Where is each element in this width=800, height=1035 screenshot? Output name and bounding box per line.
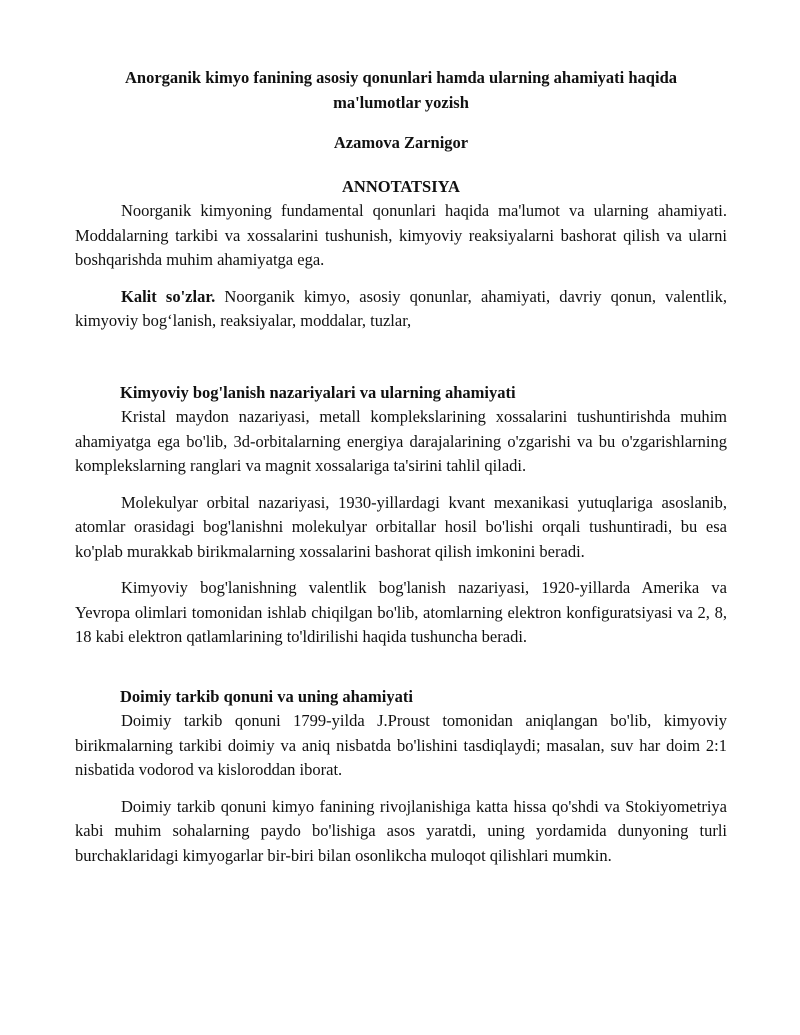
keywords-label: Kalit so'zlar. bbox=[121, 286, 216, 306]
section-composition-paragraph-2: Doimiy tarkib qonuni kimyo fanining rivojlanishiga katta hissa qo'shdi va Stokiyometriya kabi muhim sohalarning paydo bo'lishiga asos yaratdi, uning yordamida dunyoning turli burchaklaridagi kimyogarlar bir-biri bilan osonlikcha muloqot qilishlari mumkin. bbox=[75, 796, 727, 865]
annotation-heading: ANNOTATSIYA bbox=[342, 176, 460, 196]
section-bonding-paragraph-1: Kristal maydon nazariyasi, metall komplekslarining xossalarini tushuntirishda muhim ahamiyatga ega bo'lib, 3d-orbitalarning energiya darajalarining o'zgarishi va bu o'zgarishlarning komplekslarning ranglari va magnit xossalariga ta'sirini tahlil qiladi. bbox=[75, 407, 727, 475]
section-heading-constant-composition: Doimiy tarkib qonuni va uning ahamiyati bbox=[120, 686, 413, 706]
document-title-line-2: ma'lumotlar yozish bbox=[333, 92, 469, 112]
keywords-paragraph bbox=[75, 285, 727, 334]
section-bonding-paragraph-2: Molekulyar orbital nazariyasi, 1930-yillardagi kvant mexanikasi yutuqlariga asoslanib, atomlar orasidagi bog'lanishni molekulyar orbitallar hosil bo'lishi orqali tushuntiradi, bu esa ko'plab murakkab birikmalarning xossalarini bashorat qilish imkonini beradi. bbox=[75, 492, 727, 561]
document-title-line-1: Anorganik kimyo fanining asosiy qonunlari hamda ularning ahamiyati haqida bbox=[125, 68, 677, 87]
document-title bbox=[75, 66, 727, 115]
section-bonding-paragraph-3: Kimyoviy bog'lanishning valentlik bog'lanish nazariyasi, 1920-yillarda Amerika va Yevropa olimlari tomonidan ishlab chiqilgan bo'lib, atomlarning elektron konfiguratsiyasi va 2, 8, 18 kabi elektron qatlamlarining to'ldirilishi haqida tushuncha beradi. bbox=[75, 578, 727, 646]
section-heading-bonding: Kimyoviy bog'lanish nazariyalari va ularning ahamiyati bbox=[120, 382, 516, 402]
annotation-paragraph: Noorganik kimyoning fundamental qonunlari haqida ma'lumot va ularning ahamiyati. Moddalarning tarkibi va xossalarini tushunish, kimyoviy reaksiyalarni bashorat qilish va ularni boshqarishda muhim ahamiyatga ega. bbox=[75, 201, 727, 269]
document-page bbox=[75, 66, 727, 868]
keywords-text: Noorganik kimyo, asosiy qonunlar, ahamiyati, davriy qonun, valentlik, kimyoviy bog‘lanish, reaksiyalar, moddalar, tuzlar, bbox=[75, 286, 727, 330]
author-name: Azamova Zarnigor bbox=[333, 133, 469, 152]
section-composition-paragraph-1: Doimiy tarkib qonuni 1799-yilda J.Proust tomonidan aniqlangan bo'lib, kimyoviy birikmalarning tarkibi doimiy va aniq nisbatda bo'lishini tasdiqlaydi; masalan, suv har doim 2:1 nisbatida vodorod va kisloroddan iborat. bbox=[75, 711, 727, 779]
